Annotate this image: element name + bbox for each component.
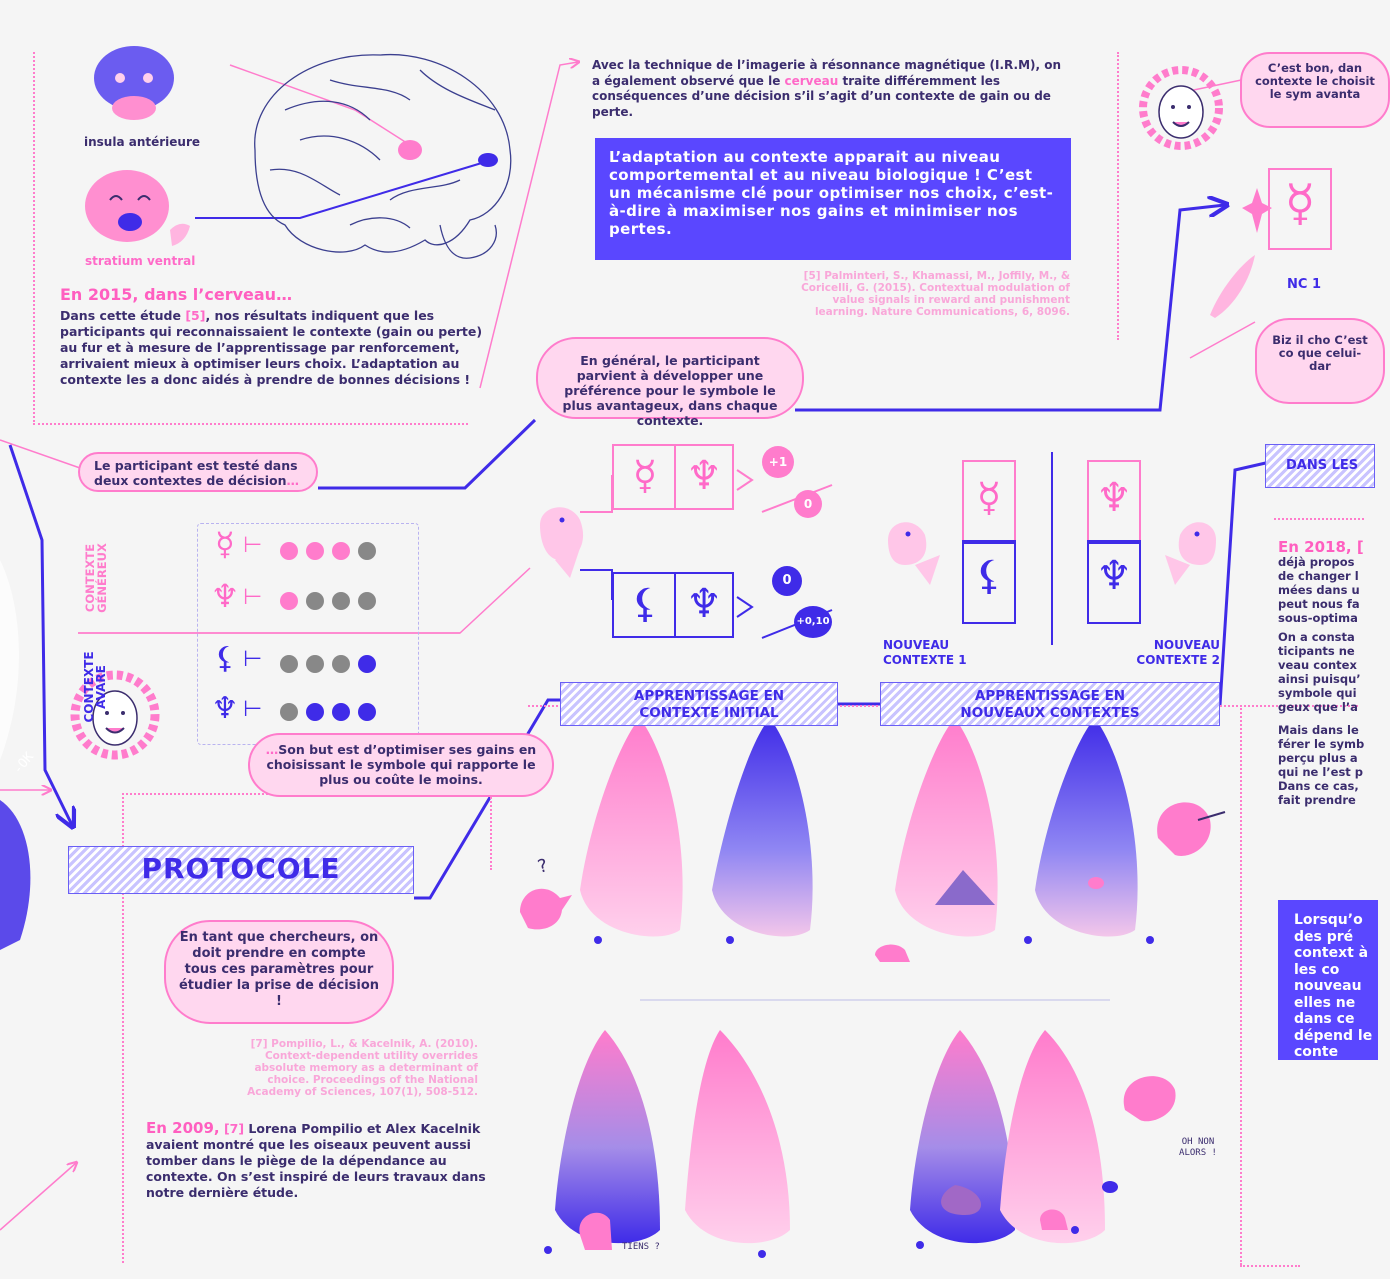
dotted-frame-irm — [1117, 52, 1119, 340]
heading-2015: En 2015, dans l’cerveau… — [60, 285, 293, 304]
paragraph-2018-b: On a consta ticipants ne veau contex ainsi puisqu’ symbole qui geux que l’a — [1278, 630, 1361, 714]
dotted-frame-left — [33, 52, 35, 422]
neutral-token-icon — [358, 542, 376, 560]
bubble-right-mid: Biz il cho C’est co que celui- dar — [1255, 318, 1385, 404]
arrow-gain-context — [580, 475, 612, 512]
gain-token-icon — [280, 592, 298, 610]
neptune-symbol-generous: ♆ — [210, 577, 240, 615]
neutral-token-icon — [358, 592, 376, 610]
paragraph-2018-a: déjà propos de changer l mées dans u peut nous fa sous-optima — [1278, 555, 1360, 625]
connector-tested — [318, 420, 535, 488]
loss-token-icon — [358, 703, 376, 721]
dotted-frame-researcher — [490, 790, 492, 870]
gain-zero-badge: 0 — [794, 490, 822, 518]
loss-token-icon — [306, 703, 324, 721]
mercury-symbol-nc1: ☿ — [1284, 174, 1316, 232]
psi-symbol-new: ♆ — [1096, 553, 1132, 599]
bird-experiment-top — [520, 718, 1225, 962]
loss-zero-badge: 0 — [772, 566, 802, 596]
brain-illustration — [255, 55, 511, 259]
mercury-symbol-generous: ☿ — [215, 525, 235, 563]
gain-context-card — [612, 444, 734, 510]
researcher-face-top — [1143, 70, 1219, 146]
pink-brush-stroke — [1210, 255, 1255, 318]
arrow-icon: ⊢ — [243, 533, 263, 558]
neutral-token-icon — [280, 655, 298, 673]
arrow-icon: ⊢ — [243, 647, 263, 672]
participant-head-right — [1165, 522, 1216, 585]
label-new-context-1: NOUVEAU CONTEXTE 1 — [883, 638, 967, 667]
nc1-card — [1268, 168, 1332, 250]
avare-outcomes-row-1 — [280, 655, 376, 677]
banner-right: DANS LES — [1265, 444, 1375, 488]
sparkle-icon — [1242, 188, 1272, 233]
gain-token-icon — [306, 542, 324, 560]
connector-striatum — [195, 162, 485, 218]
loss-token-icon — [358, 655, 376, 673]
hand-annotation: -OK — [10, 749, 38, 778]
neutral-token-icon — [332, 655, 350, 673]
arrow-icon: ⊢ — [243, 585, 263, 610]
psi-symbol-card: ♆ — [686, 581, 722, 627]
label-insula: insula antérieure — [84, 135, 201, 149]
gain-token-icon — [332, 542, 350, 560]
blue-brush-stroke — [0, 800, 30, 950]
loss-amount-badge: +0,10 — [794, 606, 832, 638]
bubble-participant-goal: …Son but est d’optimiser ses gains en choisissant le symbole qui rapporte le plus ou coûte le moins. — [248, 733, 554, 797]
dotted-frame-bottom — [33, 423, 468, 425]
researchers-reference: [7] Pompilio, L., & Kacelnik, A. (2010). Context-dependent utility overrides absolute memory as a determinant of choice. Proceedings of the National Academy of Sciences, 107(1), 508-512. — [247, 1038, 478, 1098]
generous-outcomes-row-2 — [280, 592, 376, 614]
neutral-token-icon — [306, 655, 324, 673]
irm-reference: [5] Palminteri, S., Khamassi, M., Joffily, M., & Coricelli, G. (2015). Contextual modulation of value signals in reward and punishment learning. Nature Communications, 6, 8096. — [801, 270, 1070, 318]
oh-non-annotation: OH NON ALORS ! — [1179, 1137, 1217, 1158]
label-new-context-2: NOUVEAU CONTEXTE 2 — [1136, 638, 1220, 667]
connector-bottom-left — [0, 1163, 76, 1230]
neutral-token-icon — [280, 703, 298, 721]
mercury-symbol-new: ☿ — [976, 475, 1002, 521]
bubble-general-preference: En général, le participant parvient à développer une préférence pour le symbole le plus avantageux, dans chaque contexte. — [536, 337, 804, 419]
trident-symbol-new: ⚸ — [974, 553, 1004, 599]
paragraph-2015: Dans cette étude [5], nos résultats indiquent que les participants qui reconnaissaient le contexte (gain ou perte) au fur et à mesure de l’apprentissage par renforcement, arrivaient mieux à optimiser leurs choix. L’adaptation au contexte les a donc aidés à prendre de bonnes décisions ! — [60, 308, 483, 387]
avare-outcomes-row-2 — [280, 703, 376, 725]
dotted-frame-right-bottom — [1240, 1265, 1300, 1267]
neptune-symbol-new: ♆ — [1096, 475, 1132, 521]
dotted-frame-right — [1240, 705, 1242, 1265]
context-avare-label: CONTEXTE AVARE — [82, 651, 108, 723]
arrow-gain-outcome — [737, 470, 752, 490]
mercury-symbol-card: ☿ — [632, 453, 658, 499]
arrow-loss-outcome — [737, 597, 752, 617]
heading-2018: En 2018, [ — [1278, 538, 1364, 556]
right-key-message-box: Lorsqu’o des pré context à les co nouveau elles ne dans ce dépend le conte — [1278, 900, 1378, 1060]
connector-nc1-bubble — [1190, 322, 1255, 358]
arrow-loss-context — [580, 570, 612, 600]
irm-paragraph: Avec la technique de l’imagerie à résonnance magnétique (I.R.M), on a également observé que le cerveau traite différemment les conséquences d’une décision s’il s’agit d’un contexte de gain ou de perte. — [592, 58, 1062, 119]
paragraph-2018-c: Mais dans le férer le symb perçu plus a qui ne l’est p Dans ce cas, fait prendre — [1278, 723, 1365, 807]
bubble-right-top: C’est bon, dan contexte le choisit le sym avanta — [1240, 52, 1390, 128]
protocol-title: PROTOCOLE — [68, 846, 414, 894]
connector-right — [1220, 462, 1270, 705]
white-brush-stroke — [0, 560, 19, 760]
participant-head-mid — [888, 522, 940, 585]
irm-key-message-box: L’adaptation au contexte apparait au niveau comportemental et au niveau biologique ! C’est un mécanisme clé pour optimiser nos choix, c’est-à-dire à maximiser nos gains et minimiser nos pertes. — [595, 138, 1071, 260]
banner-initial-learning: APPRENTISSAGE EN CONTEXTE INITIAL — [560, 682, 838, 726]
neptune-symbol-card: ♆ — [686, 453, 722, 499]
bubble-researchers: En tant que chercheurs, on doit prendre en compte tous ces paramètres pour étudier la prise de décision ! — [164, 920, 394, 1024]
striatum-creature-illustration — [85, 170, 190, 246]
banner-new-learning: APPRENTISSAGE EN NOUVEAUX CONTEXTES — [880, 682, 1220, 726]
psi-symbol-avare: ♆ — [211, 691, 239, 726]
loss-token-icon — [332, 703, 350, 721]
tiens-annotation: TIENS ? — [622, 1242, 660, 1252]
arrow-icon: ⊢ — [243, 697, 263, 722]
connector-insula — [230, 65, 410, 145]
insula-creature-illustration — [94, 46, 174, 120]
bird-experiment-bottom — [544, 1030, 1176, 1258]
gain-token-icon — [280, 542, 298, 560]
paragraph-2009: En 2009, [7] Lorena Pompilio et Alex Kacelnik avaient montré que les oiseaux peuvent aussi tomber dans le piège de la dépendance au contexte. On s’est inspiré de leurs travaux dans notre dernière étude. — [146, 1119, 486, 1200]
label-striatum: stratium ventral — [85, 254, 196, 268]
neutral-token-icon — [306, 592, 324, 610]
bird-question-mark: ? — [535, 855, 551, 878]
neutral-token-icon — [332, 592, 350, 610]
context-generous-label: CONTEXTE GÉNÉREUX — [83, 543, 109, 613]
trident-symbol-avare: ⚸ — [214, 641, 236, 676]
bubble-participant-tested: Le participant est testé dans deux contextes de décision… — [78, 452, 318, 492]
loss-context-card — [612, 572, 734, 638]
gain-plus-one-badge: +1 — [762, 446, 794, 478]
participant-head-left — [540, 507, 583, 578]
generous-outcomes-row-1 — [280, 542, 376, 564]
dotted-frame-2018 — [1274, 518, 1364, 520]
trident-symbol-card: ⚸ — [630, 581, 660, 627]
nc1-label: NC 1 — [1287, 277, 1321, 292]
